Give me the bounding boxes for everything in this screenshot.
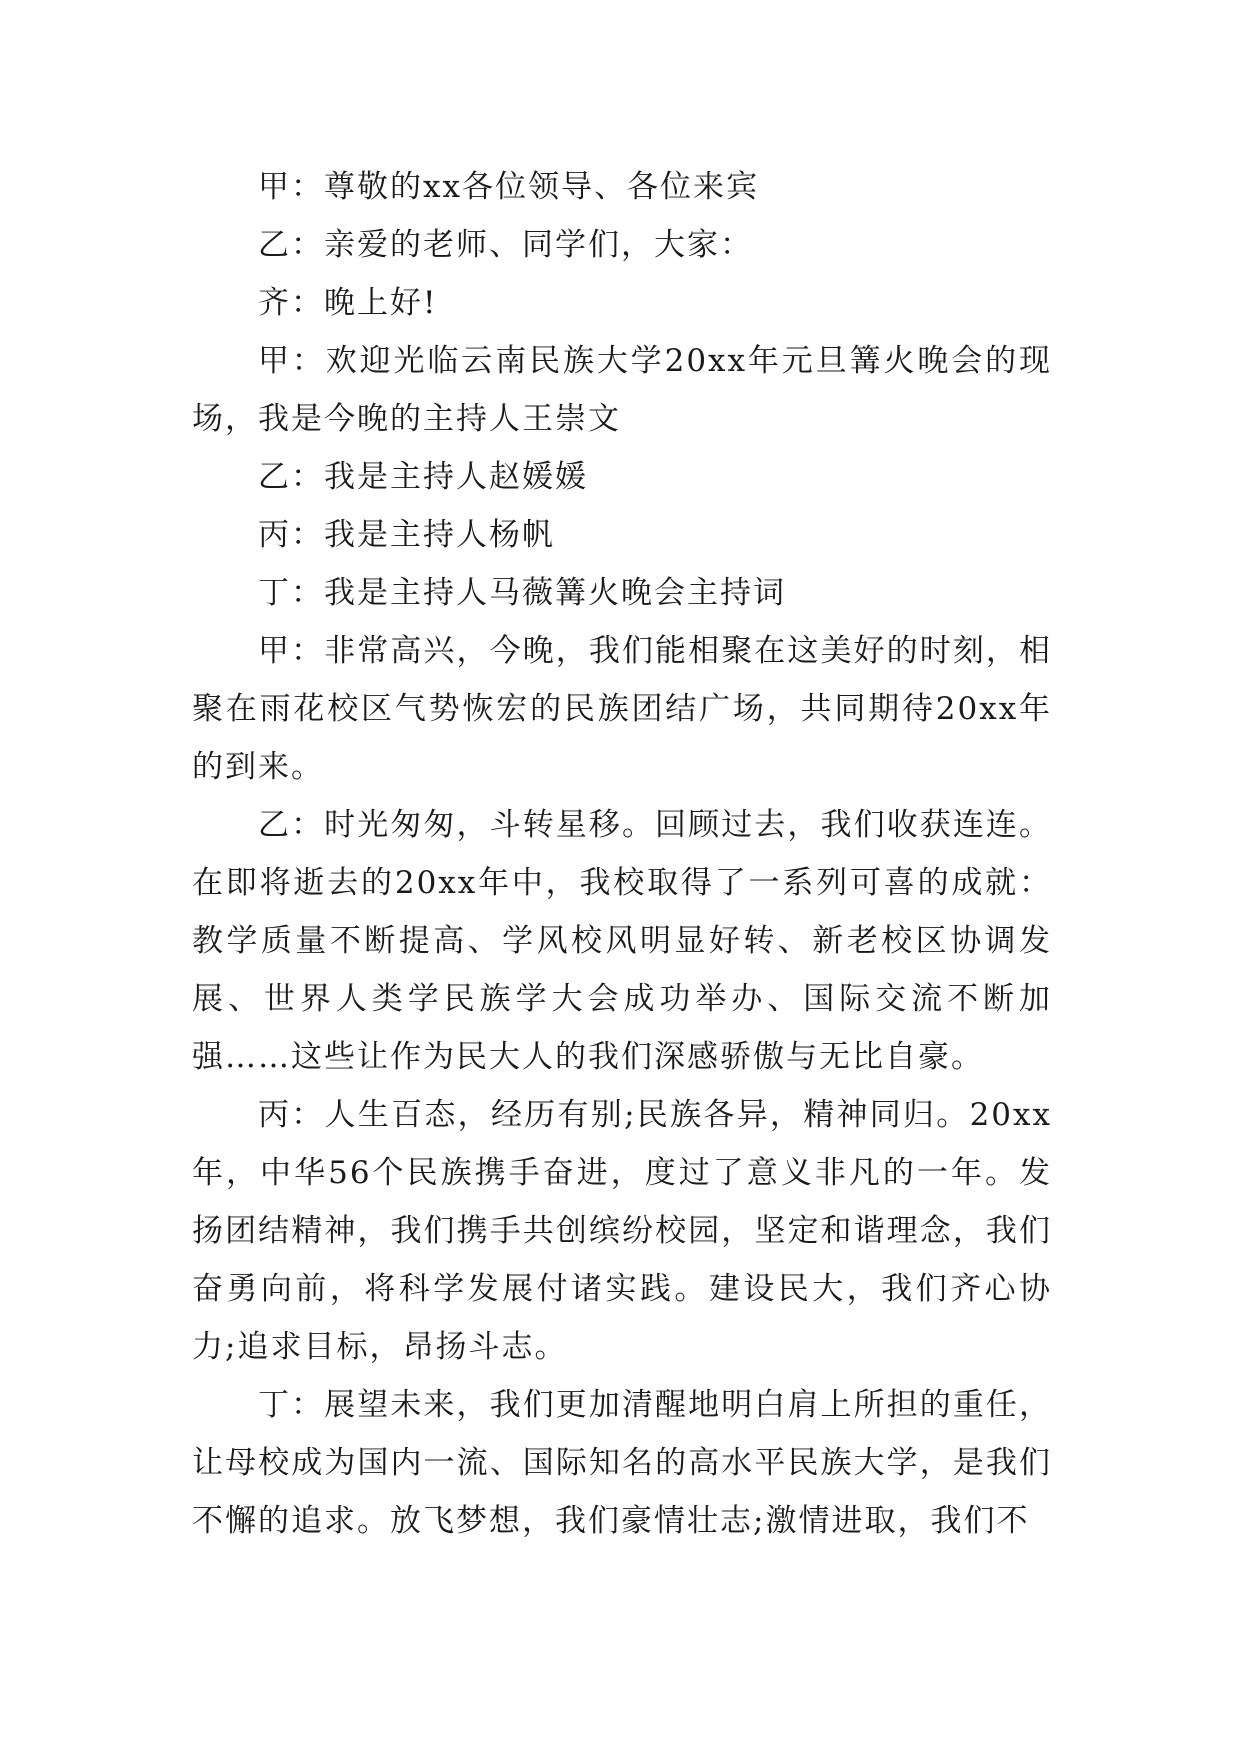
paragraph-1: 甲：尊敬的xx各位领导、各位来宾 — [258, 169, 759, 205]
paragraph-3: 齐：晚上好! — [258, 285, 438, 321]
paragraph-5: 乙：我是主持人赵媛媛 — [258, 459, 588, 495]
paragraph-10: 丙：人生百态，经历有别;民族各异，精神同归。20xx年，中华56个民族携手奋进，度过了意义非凡的一年。发扬团结精神，我们携手共创缤纷校园，坚定和谐理念，我们奋勇向前，将科学发展付诸实践。建设民大，我们齐心协力;追求目标，昂扬斗志。 — [192, 1097, 1052, 1365]
paragraph-11: 丁：展望未来，我们更加清醒地明白肩上所担的重任，让母校成为国内一流、国际知名的高水平民族大学，是我们不懈的追求。放飞梦想，我们豪情壮志;激情进取，我们不 — [192, 1387, 1052, 1539]
paragraph-8: 甲：非常高兴，今晚，我们能相聚在这美好的时刻，相聚在雨花校区气势恢宏的民族团结广场，共同期待20xx年的到来。 — [192, 633, 1052, 785]
paragraph-7: 丁：我是主持人马薇篝火晚会主持词 — [258, 575, 786, 611]
paragraph-9: 乙：时光匆匆，斗转星移。回顾过去，我们收获连连。在即将逝去的20xx年中，我校取得了一系列可喜的成就：教学质量不断提高、学风校风明显好转、新老校区协调发展、世界人类学民族学大会成功举办、国际交流不断加强……这些让作为民大人的我们深感骄傲与无比自豪。 — [192, 807, 1052, 1075]
paragraph-6: 丙：我是主持人杨帆 — [258, 517, 555, 553]
document-body — [192, 158, 1052, 1550]
paragraph-2: 乙：亲爱的老师、同学们，大家： — [258, 227, 753, 263]
paragraph-4: 甲：欢迎光临云南民族大学20xx年元旦篝火晚会的现场，我是今晚的主持人王崇文 — [192, 343, 1052, 437]
